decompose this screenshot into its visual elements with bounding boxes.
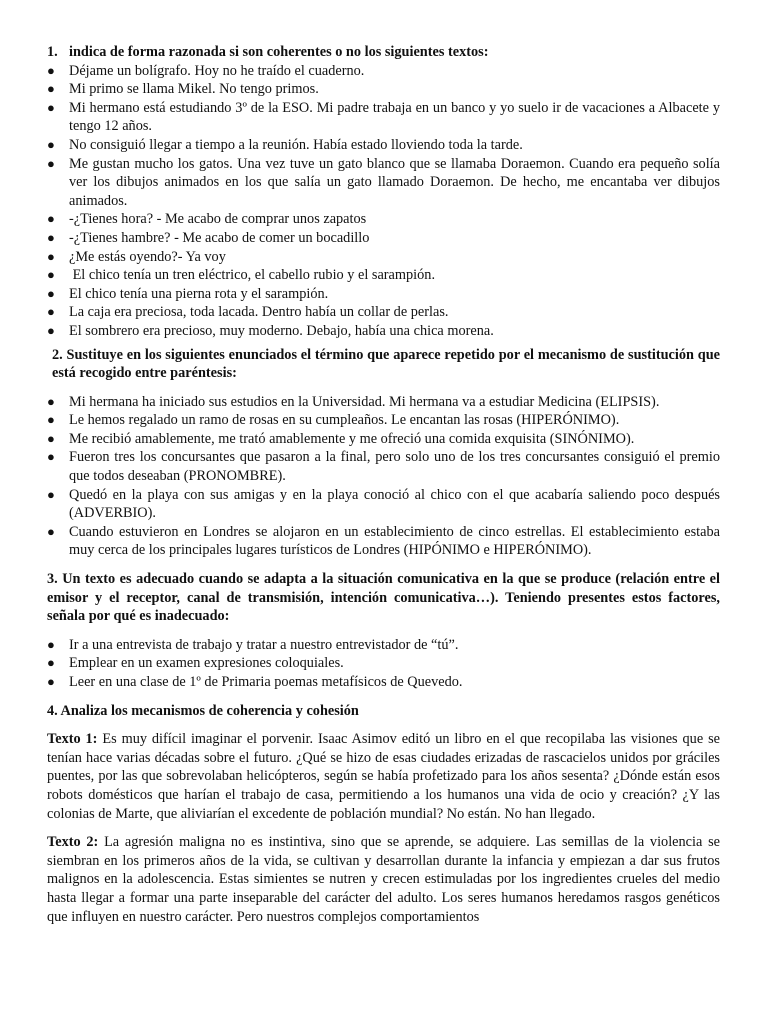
bullet-icon: ● [47,412,55,428]
bullet-icon: ● [47,430,55,446]
section-3-list [47,636,720,692]
bullet-icon: ● [47,267,55,283]
list-item: ● Emplear en un examen expresiones coloquiales. [47,655,344,672]
section-4-heading: 4. Analiza los mecanismos de coherencia y cohesión [47,702,359,719]
bullet-icon: ● [47,99,55,115]
section-1-number: 1. [47,44,58,60]
bullet-icon: ● [47,285,55,301]
bullet-icon: ● [47,229,55,245]
bullet-icon: ● [47,674,55,689]
bullet-icon: ● [47,636,55,652]
list-item: ● Fueron tres los concursantes que pasaron a la final, pero solo uno de los tres concursantes consiguió el premio que todos deseaban (PRONOMBRE). [47,449,720,485]
section-1-heading-text: indica de forma razonada si son coherentes o no los siguientes textos: [69,44,489,60]
texto-2-body: La agresión maligna no es instintiva, sino que se aprende, se adquiere. Las semillas de la violencia se siembran en los primeros años de la vida, se cultivan y desarrollan durante la infancia y empiezan a dar sus frutos malignos en la adolescencia. Estas simientes se nutren y crecen estimuladas por los ingredientes crueles del medio hasta llegar a formar una parte inseparable del carácter del adulto. Los seres humanos heredamos rasgos genéticos que influyen en nuestro carácter. Pero nuestros complejos comportamientos [47,834,720,925]
bullet-icon: ● [47,136,55,152]
list-item: ● Cuando estuvieron en Londres se alojaron en un establecimiento de cinco estrellas. El establecimiento estaba muy cerca de los principales lugares turísticos de Londres (HIPÓNIMO e HIPERÓNIMO). [47,523,720,559]
bullet-icon: ● [47,655,55,671]
bullet-icon: ● [47,248,55,264]
document-page [47,43,720,926]
list-item: ● Me recibió amablemente, me trató amablemente y me ofreció una comida exquisita (SINÓNIMO). [47,430,635,447]
list-item: ● Mi primo se llama Mikel. No tengo primos. [47,81,319,98]
bullet-icon: ● [47,523,55,539]
list-item: ● Me gustan mucho los gatos. Una vez tuve un gato blanco que se llamaba Doraemon. Cuando era pequeño solía ver los dibujos animados en los que salía un gato llamado Doraemon. De hecho, me encantaba ver dibujos animados. [47,155,720,209]
bullet-icon: ● [47,62,55,78]
list-item: ● -¿Tienes hora? - Me acabo de comprar unos zapatos [47,211,367,228]
bullet-icon: ● [47,449,55,465]
list-item: ● El chico tenía una pierna rota y el sarampión. [47,285,329,302]
bullet-icon: ● [47,322,55,338]
bullet-icon: ● [47,486,55,502]
section-1-list [47,62,720,341]
list-item: ● La caja era preciosa, toda lacada. Dentro había un collar de perlas. [47,304,449,321]
list-item: ● -¿Tienes hambre? - Me acabo de comer un bocadillo [47,229,370,246]
texto-1-body: Es muy difícil imaginar el porvenir. Isaac Asimov editó un libro en el que recopilaba las visiones que se tenían hace varias décadas sobre el futuro. ¿Qué se hizo de esas ciudades erizadas de rascacielos unidos por gráciles puentes, por las que sobrevolaban helicópteros, según se había profetizado para los años sesenta? ¿Dónde están esos robots domésticos que harían el trabajo de casa, permitiendo a los humanos una vida de ocio y creación? ¿Y las colonias de Marte, que aliviarían el excedente de población mundial? No están. No han llegado. [47,731,720,822]
section-2-heading: 2. Sustituye en los siguientes enunciados el término que aparece repetido por el mecanismo de sustitución que está recogido entre paréntesis: [52,346,720,382]
list-item: ● No consiguió llegar a tiempo a la reunión. Había estado lloviendo toda la tarde. [47,136,523,153]
list-item: ● Le hemos regalado un ramo de rosas en su cumpleaños. Le encantan las rosas (HIPERÓNIMO). [47,412,620,429]
bullet-icon: ● [47,304,55,320]
texto-2-label: Texto 2: [47,834,99,851]
section-1-heading [47,43,720,62]
list-item: ● Ir a una entrevista de trabajo y tratar a nuestro entrevistador de “tú”. [47,636,459,653]
list-item: ● Mi hermano está estudiando 3º de la ESO. Mi padre trabaja en un banco y yo suelo ir de vacaciones a Albacete y tengo 12 años. [47,99,720,135]
list-item: ● Mi hermana ha iniciado sus estudios en la Universidad. Mi hermana va a estudiar Medicina (ELIPSIS). [47,393,660,410]
list-item: ● Quedó en la playa con sus amigas y en la playa conoció al chico con el que acabaría saliendo poco después (ADVERBIO). [47,486,720,522]
bullet-icon: ● [47,393,55,409]
list-item: ● El chico tenía un tren eléctrico, el cabello rubio y el sarampión. [47,267,436,284]
list-item: ● Déjame un bolígrafo. Hoy no he traído el cuaderno. [47,62,365,79]
section-2-list [47,393,720,560]
texto-1-label: Texto 1: [47,731,98,748]
texto-2-paragraph [47,833,720,926]
bullet-icon: ● [47,211,55,227]
texto-1-paragraph [47,730,720,823]
bullet-icon: ● [47,81,55,97]
list-item: ● El sombrero era precioso, muy moderno. Debajo, había una chica morena. [47,322,494,339]
list-item: ● Leer en una clase de 1º de Primaria poemas metafísicos de Quevedo. [47,674,463,690]
section-3-heading: 3. Un texto es adecuado cuando se adapta a la situación comunicativa en la que se produce (relación entre el emisor y el receptor, canal de transmisión, intención comunicativa…). Teniendo presentes estos factores, señala por qué es inadecuado: [47,571,720,625]
list-item: ● ¿Me estás oyendo?- Ya voy [47,248,226,265]
bullet-icon: ● [47,155,55,171]
